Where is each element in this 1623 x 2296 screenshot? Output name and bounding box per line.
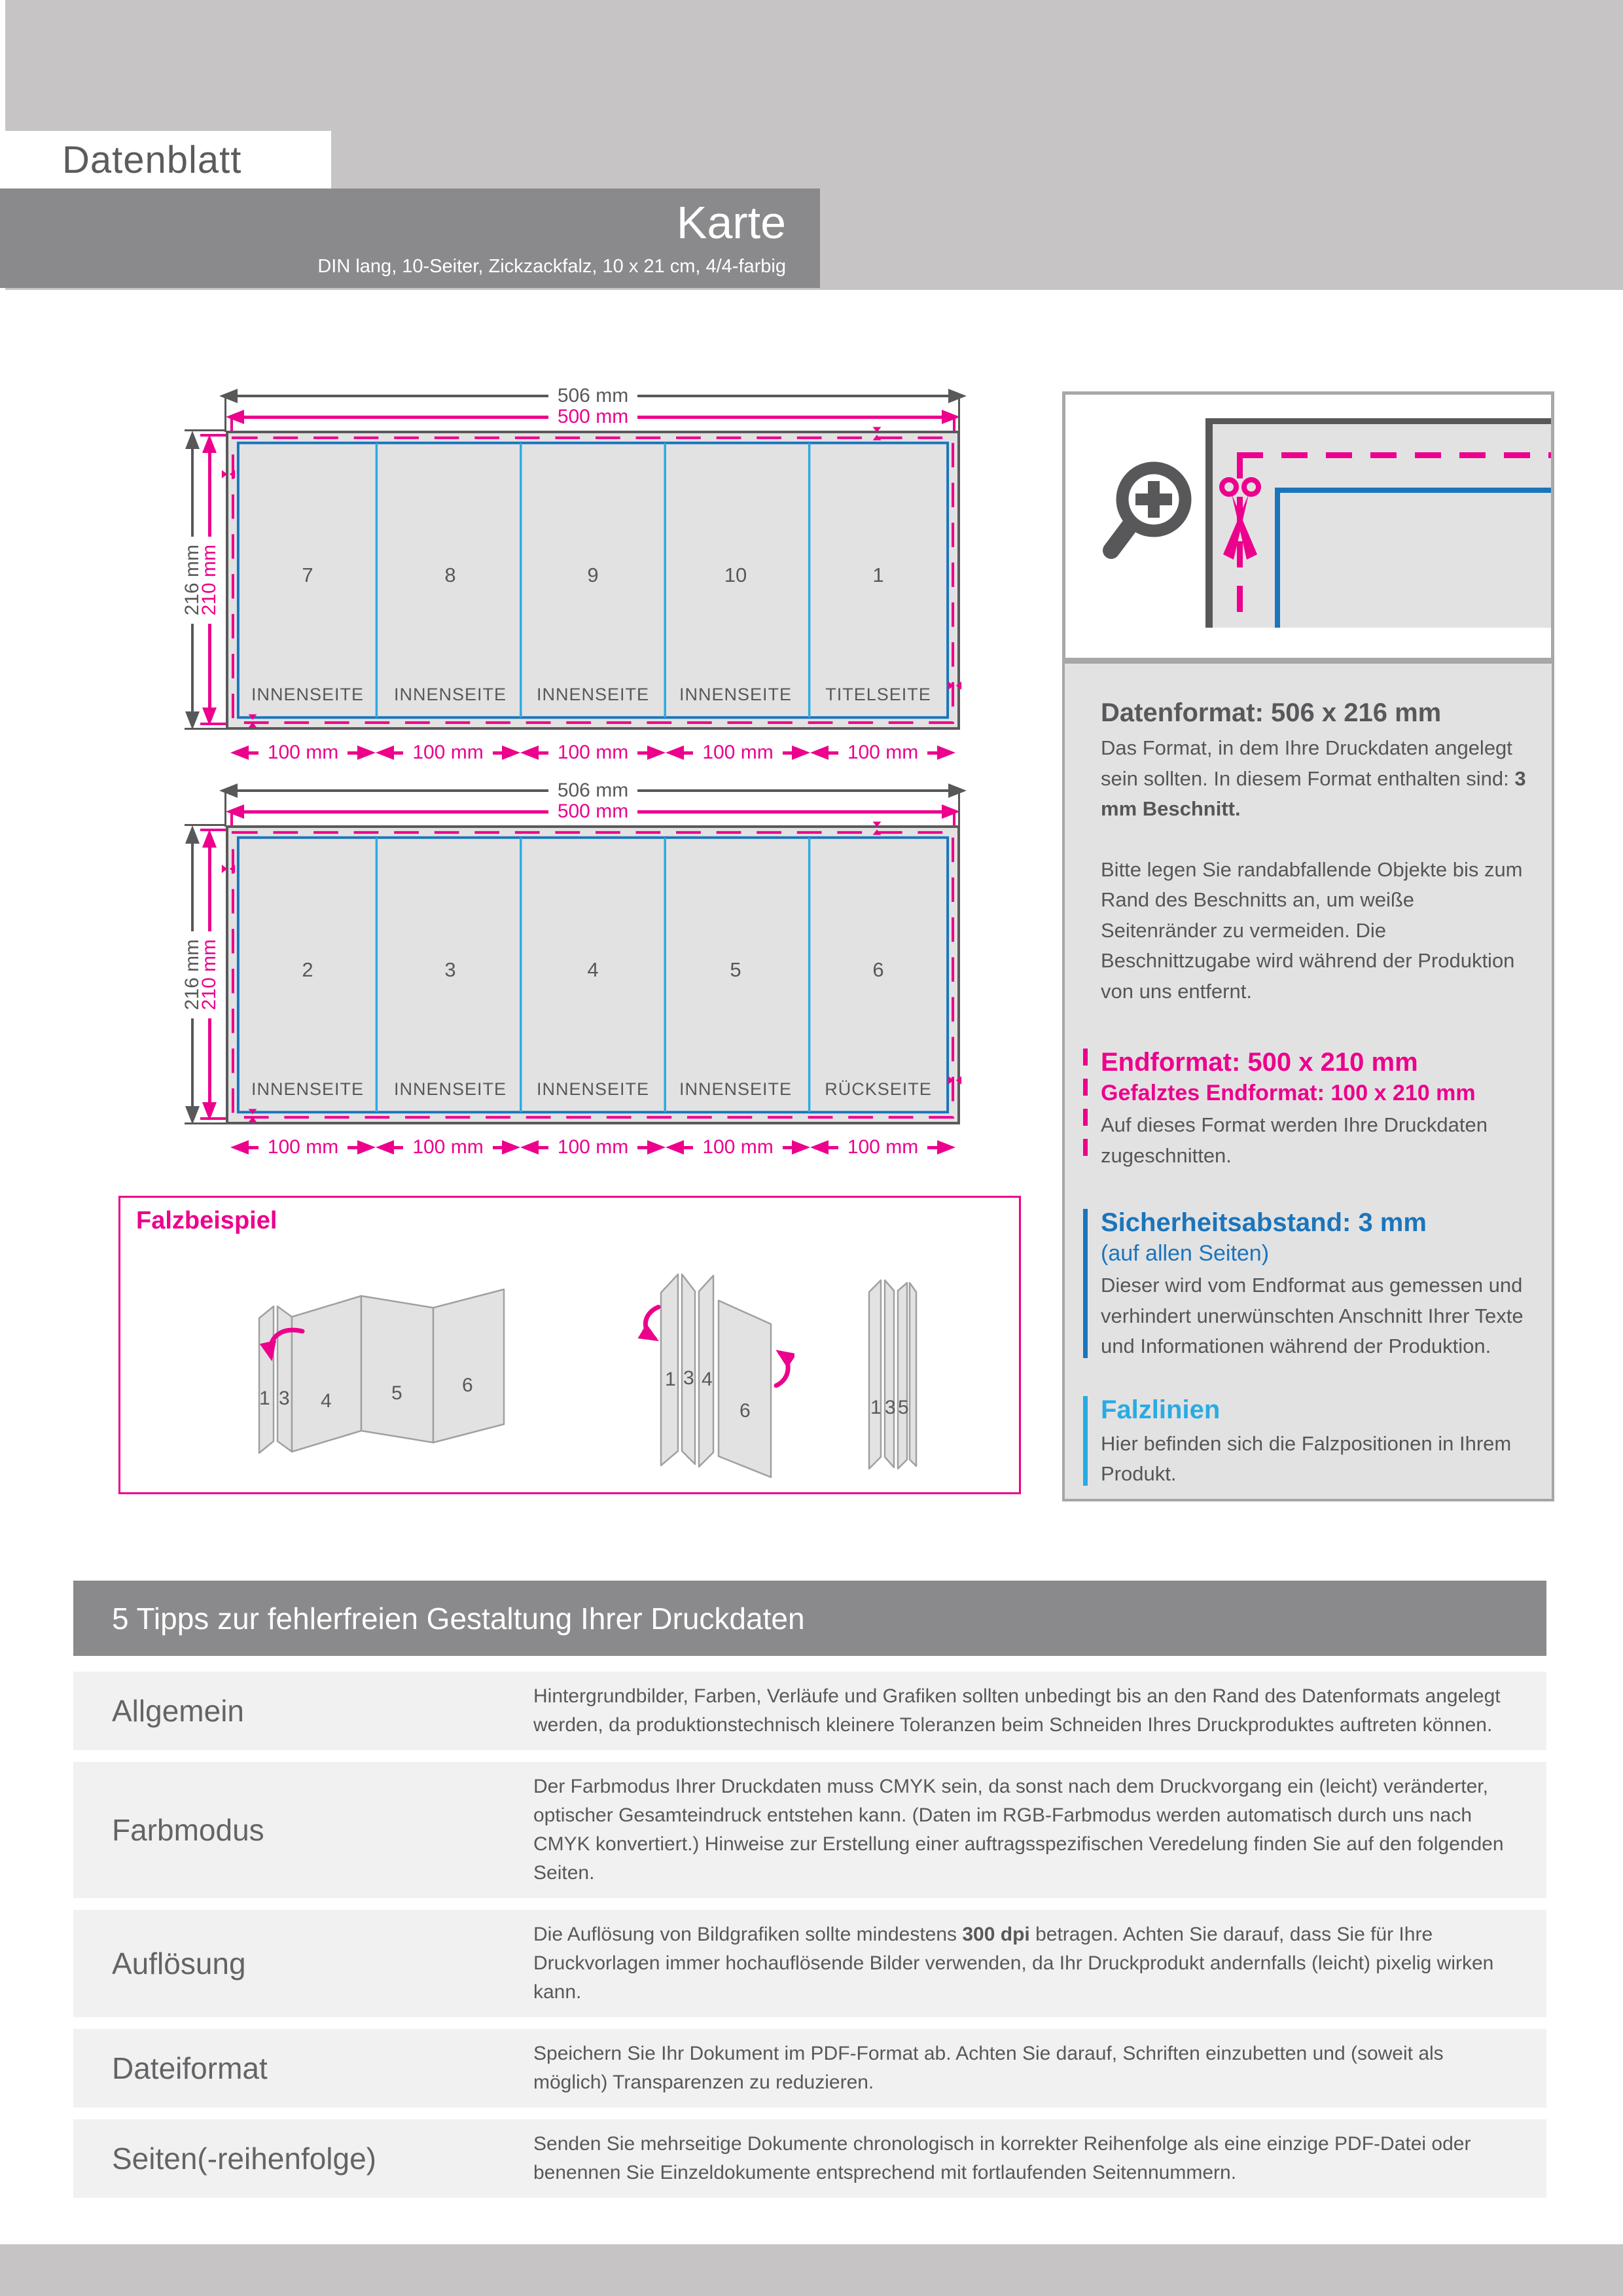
fold-stage-1 xyxy=(219,1276,546,1479)
section-body: Bitte legen Sie randabfallende Objekte bis zum Rand des Beschnitts an, um weiße Seitenränder zu vermeiden. Die Beschnittzugabe wird während der Produktion von uns entfernt. xyxy=(1101,857,1523,1003)
svg-text:6: 6 xyxy=(462,1374,473,1396)
detail-bleed-area xyxy=(1212,418,1552,628)
panel-label: INNENSEITE xyxy=(679,685,793,704)
fold-arrow-icon xyxy=(776,1353,788,1386)
panel-4: 4 INNENSEITE xyxy=(536,958,650,1099)
svg-text:3: 3 xyxy=(683,1367,694,1389)
tip-label: Seiten(-reihenfolge) xyxy=(112,2142,377,2176)
tips-table xyxy=(73,1672,1546,2210)
arrow-right-icon xyxy=(942,410,960,424)
svg-text:5: 5 xyxy=(391,1382,402,1404)
panel-label: INNENSEITE xyxy=(393,685,507,704)
svg-text:1: 1 xyxy=(870,1397,882,1418)
dim-label: 500 mm xyxy=(557,406,629,427)
panel-number: 9 xyxy=(587,564,599,586)
panel-label: TITELSEITE xyxy=(825,685,931,704)
dim-label: 210 mm xyxy=(198,545,220,616)
dim-panel-3: 100 mm xyxy=(520,1134,666,1160)
section-heading: Sicherheitsabstand: 3 mm xyxy=(1101,1208,1427,1238)
tip-row-dateiformat xyxy=(73,2029,1546,2108)
sheet-label: Datenblatt xyxy=(62,138,242,181)
layout-sheet-bottom xyxy=(226,825,960,1124)
cut-marker-icon xyxy=(248,1109,258,1123)
arrow-left-icon xyxy=(219,389,238,403)
section-body: Auf dieses Format werden Ihre Druckdaten zugeschnitten. xyxy=(1101,1113,1488,1167)
tip-body: Der Farbmodus Ihrer Druckdaten muss CMYK sein, da sonst nach dem Druckvorgang ein (leicht) veränderter, optischer Gesamteindruck entstehen kann. (Daten im RGB-Farbmodus werden automatisch durch uns nach CMYK konvertiert.) Hinweise zur Erstellung einer auftragsspezifischen Veredelung finden Sie auf den folgenden Seiten. xyxy=(533,1776,1504,1884)
section-falzlinien xyxy=(1101,1393,1527,1490)
fold-example-title: Falzbeispiel xyxy=(136,1207,277,1234)
dim-trim-width-top xyxy=(226,404,960,430)
panel-10 xyxy=(664,441,807,719)
cut-marker-icon xyxy=(872,821,882,836)
fold-stage-2 xyxy=(624,1260,794,1486)
cut-marker-icon xyxy=(221,469,236,479)
section-subheading: Gefalztes Endformat: 100 x 210 mm xyxy=(1101,1081,1476,1105)
panel-label: INNENSEITE xyxy=(536,685,650,704)
section-datenformat xyxy=(1101,696,1527,825)
arrow-up-icon xyxy=(202,435,217,453)
trim-marker-bar xyxy=(1083,1049,1088,1167)
dim-panel-2: 100 mm xyxy=(376,1134,520,1160)
corner-detail-box xyxy=(1062,391,1554,661)
svg-text:6: 6 xyxy=(740,1400,751,1422)
extension-line xyxy=(958,396,960,432)
panel-3: 3 INNENSEITE xyxy=(393,958,507,1099)
sheet-label-box xyxy=(0,131,331,188)
panel-label: INNENSEITE xyxy=(251,685,365,704)
tips-heading-text: 5 Tipps zur fehlerfreien Gestaltung Ihrer Druckdaten xyxy=(112,1601,805,1636)
tip-row-seitenreihenfolge xyxy=(73,2119,1546,2198)
dim-panel-1: 100 mm xyxy=(230,740,376,766)
panel-7 xyxy=(236,441,379,719)
panel-5: 5 INNENSEITE xyxy=(679,958,793,1099)
fold-example-box xyxy=(118,1196,1021,1494)
tip-body: Die Auflösung von Bildgrafiken sollte mindestens 300 dpi betragen. Achten Sie darauf, dass Sie für Ihre Druckvorlagen immer hochauflösende Bilder verwenden, da Ihr Druckprodukt andernfalls (leicht) pixelig wirken kann. xyxy=(533,1924,1494,2003)
section-body: Das Format, in dem Ihre Druckdaten angelegt sein sollten. In diesem Format enthalten sind: xyxy=(1101,736,1515,790)
section-endformat xyxy=(1101,1046,1527,1171)
extension-line xyxy=(185,429,226,431)
section-bleed-note xyxy=(1101,855,1527,1007)
panel-6: 6 RÜCKSEITE xyxy=(825,958,932,1099)
panel-row xyxy=(236,836,950,1114)
panel-8 xyxy=(379,441,522,719)
tip-row-aufloesung xyxy=(73,1910,1546,2017)
svg-text:3: 3 xyxy=(885,1397,896,1418)
tip-label: Dateiformat xyxy=(112,2051,268,2085)
dim-panel-2: 100 mm xyxy=(376,740,520,766)
section-body: Hier befinden sich die Falzpositionen in Ihrem Produkt. xyxy=(1101,1431,1512,1486)
section-subheading: (auf allen Seiten) xyxy=(1101,1241,1270,1266)
detail-data-format-line xyxy=(1205,418,1552,424)
panel-1 xyxy=(807,441,950,719)
section-sicherheitsabstand xyxy=(1101,1206,1527,1362)
dim-panel-5: 100 mm xyxy=(810,1134,955,1160)
detail-safety-line xyxy=(1275,488,1552,493)
product-title: Karte xyxy=(676,196,786,248)
info-panel xyxy=(1062,661,1554,1501)
section-heading: Falzlinien xyxy=(1101,1395,1221,1424)
fold-marker-bar xyxy=(1083,1396,1088,1486)
svg-text:1: 1 xyxy=(259,1388,270,1409)
dim-trim-height-bottom-diagram: 210 mm xyxy=(196,829,223,1121)
dim-trim-width-bottom: 500 mm xyxy=(226,798,960,825)
magnifier-icon xyxy=(1098,454,1203,571)
panel-number: 7 xyxy=(302,564,313,586)
dim-label: 506 mm xyxy=(557,385,629,406)
panel-2: 2 INNENSEITE xyxy=(251,958,365,1099)
cut-marker-icon xyxy=(948,1075,962,1085)
product-subtitle: DIN lang, 10-Seiter, Zickzackfalz, 10 x 21 cm, 4/4-farbig xyxy=(317,255,786,277)
title-band xyxy=(0,188,820,288)
svg-text:1: 1 xyxy=(665,1369,676,1390)
footer-band xyxy=(0,2244,1623,2296)
fold-stage-3 xyxy=(847,1263,945,1486)
tip-body: Senden Sie mehrseitige Dokumente chronologisch in korrekter Reihenfolge als eine einzige PDF-Datei oder benennen Sie Einzeldokumente entsprechend mit fortlaufenden Seitennummern. xyxy=(533,2133,1471,2183)
svg-text:3: 3 xyxy=(279,1388,290,1409)
dim-trim-height-top-diagram xyxy=(196,435,223,726)
dim-panel-3: 100 mm xyxy=(520,740,666,766)
arrow-left-icon xyxy=(226,410,244,424)
panel-row xyxy=(236,441,950,719)
tip-row-farbmodus xyxy=(73,1762,1546,1898)
panel-number: 1 xyxy=(872,564,884,586)
section-body-bold: 3 mm Beschnitt. xyxy=(1101,766,1526,820)
tip-row-allgemein xyxy=(73,1672,1546,1750)
tip-body: Speichern Sie Ihr Dokument im PDF-Format ab. Achten Sie darauf, Schriften einzubetten und (soweit als möglich) Transparenzen zu reduzieren. xyxy=(533,2043,1444,2093)
section-heading: Endformat: 500 x 210 mm xyxy=(1101,1048,1418,1077)
cut-marker-icon xyxy=(221,864,236,874)
fold-arrow-icon xyxy=(645,1307,658,1338)
detail-data-format-line xyxy=(1205,418,1213,628)
section-heading: Datenformat: 506 x 216 mm xyxy=(1101,698,1442,727)
dim-panel-4: 100 mm xyxy=(666,740,810,766)
tips-header xyxy=(73,1581,1546,1656)
panel-number: 10 xyxy=(724,564,747,586)
panel-9 xyxy=(522,441,664,719)
tip-label: Farbmodus xyxy=(112,1813,264,1847)
dim-panel-5: 100 mm xyxy=(810,740,955,766)
safety-marker-bar xyxy=(1083,1209,1088,1358)
panel-number: 8 xyxy=(444,564,456,586)
cut-marker-icon xyxy=(948,681,962,691)
detail-trim-line-dashed xyxy=(1237,452,1552,458)
svg-text:4: 4 xyxy=(321,1390,332,1412)
dim-label: 216 mm xyxy=(181,545,203,616)
extension-line xyxy=(185,728,226,730)
dim-data-height-bottom-diagram: 216 mm xyxy=(179,825,205,1124)
svg-text:4: 4 xyxy=(702,1369,713,1390)
cut-marker-icon xyxy=(872,427,882,441)
section-body: Dieser wird vom Endformat aus gemessen und verhindert unerwünschten Anschnitt Ihrer Texte und Informationen während der Produktion. xyxy=(1101,1274,1524,1358)
tip-label: Allgemein xyxy=(112,1694,244,1728)
detail-safety-line xyxy=(1275,488,1280,628)
tip-body: Hintergrundbilder, Farben, Verläufe und Grafiken sollten unbedingt bis an den Rand des Datenformats angelegt werden, da produktionstechnisch kleinere Toleranzen beim Schneiden Ihres Druckproduktes auftreten können. xyxy=(533,1685,1501,1736)
dim-panel-1: 100 mm xyxy=(230,1134,376,1160)
scissors-icon xyxy=(1218,477,1262,565)
dim-data-width-bottom: 506 mm xyxy=(219,778,967,804)
dim-panel-4: 100 mm xyxy=(666,1134,810,1160)
extension-line xyxy=(224,396,226,432)
layout-sheet-top xyxy=(226,431,960,730)
tip-label: Auflösung xyxy=(112,1946,246,1981)
arrow-right-icon xyxy=(948,389,967,403)
cut-marker-icon xyxy=(248,714,258,728)
svg-text:5: 5 xyxy=(898,1397,909,1418)
